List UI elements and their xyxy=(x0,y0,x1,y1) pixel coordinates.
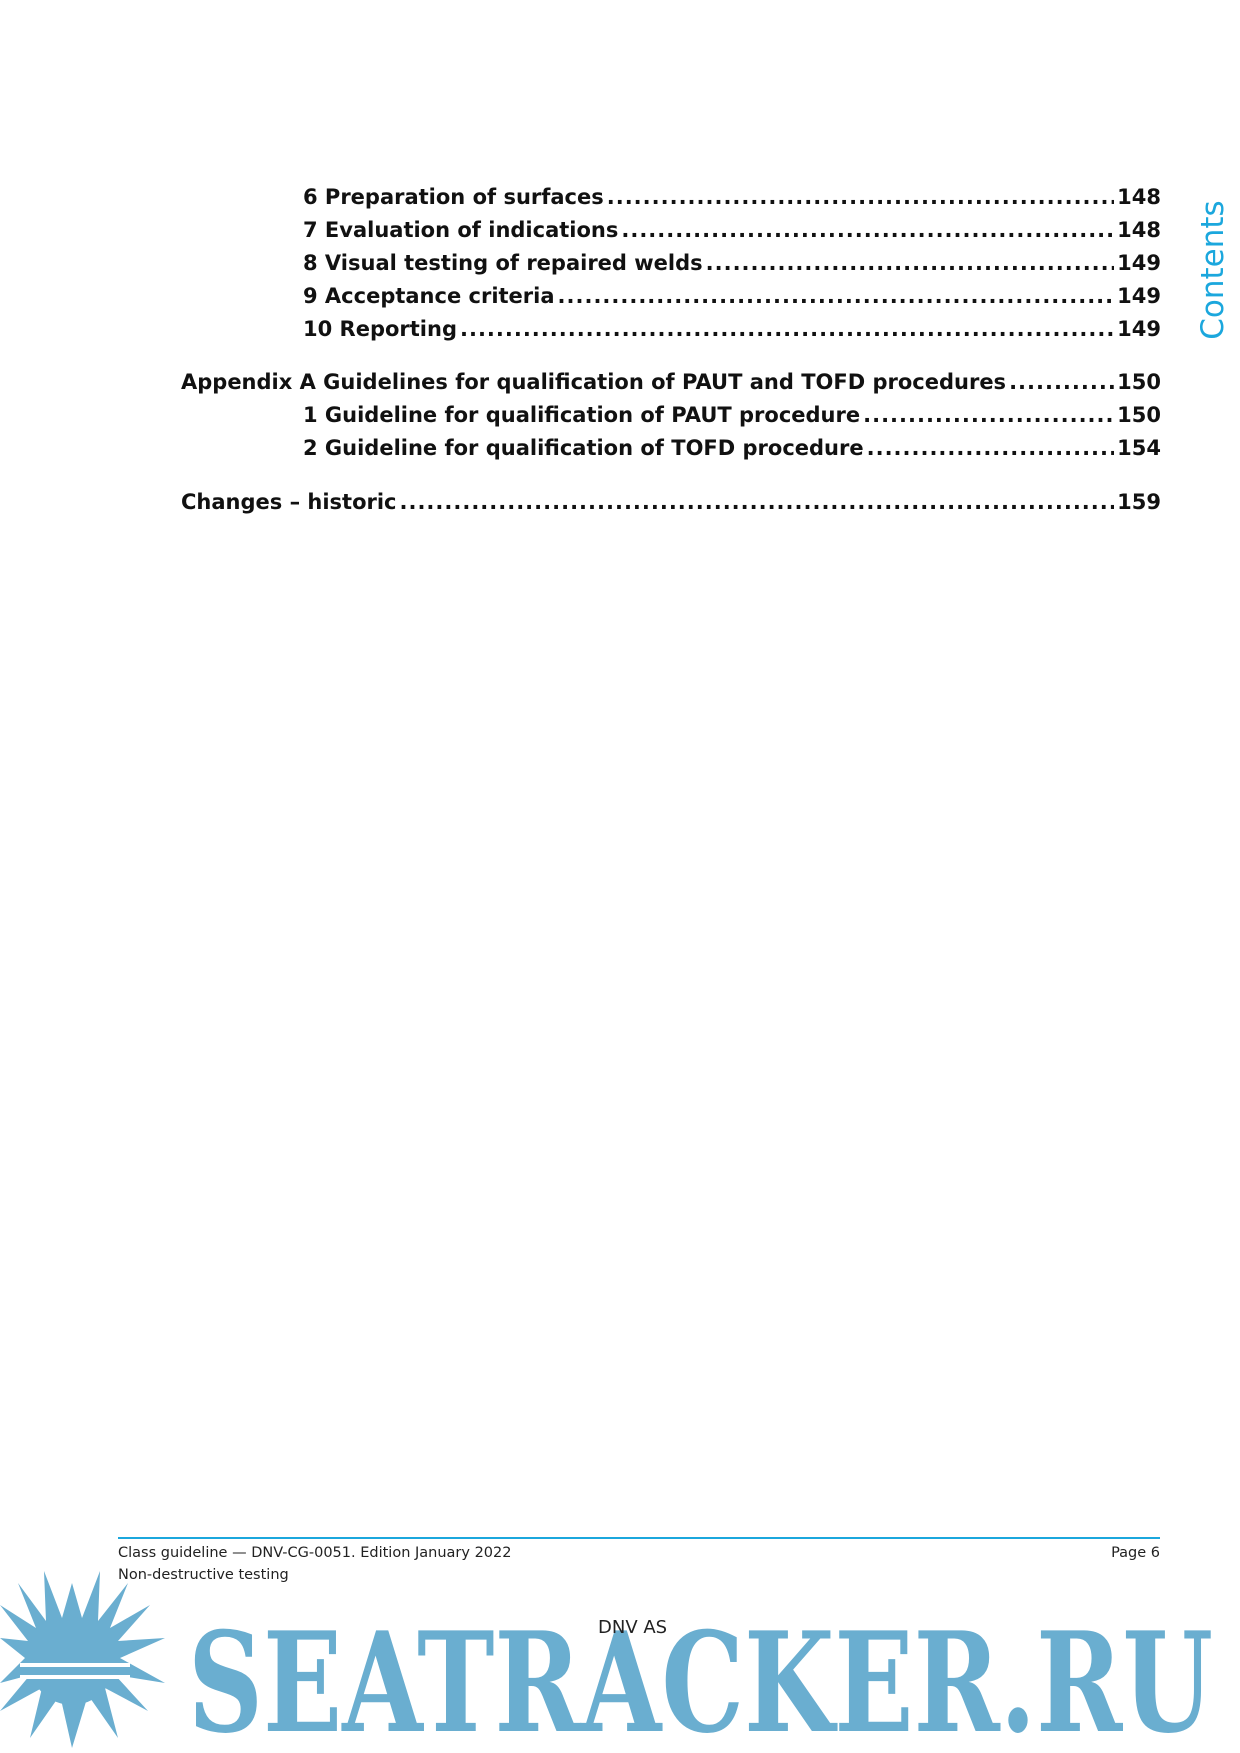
toc-leader-dots xyxy=(1009,370,1114,394)
contents-side-tab-label: Contents xyxy=(1195,200,1231,340)
toc-entry[interactable] xyxy=(303,284,1161,308)
toc-entry-page: 149 xyxy=(1117,317,1161,341)
toc-entry-changes[interactable] xyxy=(181,490,1161,514)
toc-entry-label: 1 Guideline for qualification of PAUT procedure xyxy=(303,403,861,427)
toc-entry-page: 150 xyxy=(1117,370,1161,394)
toc-leader-dots xyxy=(607,185,1114,209)
toc-leader-dots xyxy=(460,317,1114,341)
footer-page-number: Page 6 xyxy=(1111,1545,1160,1561)
toc-leader-dots xyxy=(863,403,1114,427)
toc-entry-label: 2 Guideline for qualification of TOFD procedure xyxy=(303,436,864,460)
toc-entry-page: 154 xyxy=(1117,436,1161,460)
toc-entry[interactable] xyxy=(303,185,1161,209)
contents-side-tab[interactable] xyxy=(1193,195,1233,345)
toc-entry-page: 149 xyxy=(1117,251,1161,275)
toc-entry-page: 149 xyxy=(1117,284,1161,308)
toc-entry-label: Changes – historic xyxy=(181,490,397,514)
toc-entry[interactable] xyxy=(303,436,1161,460)
toc-entry[interactable] xyxy=(303,251,1161,275)
toc-entry-page: 148 xyxy=(1117,218,1161,242)
toc-entry-label: 7 Evaluation of indications xyxy=(303,218,619,242)
toc-leader-dots xyxy=(621,218,1114,242)
toc-entry-page: 159 xyxy=(1117,490,1161,514)
toc-entry-page: 148 xyxy=(1117,185,1161,209)
watermark xyxy=(0,1563,1240,1753)
footer-organization: DNV AS xyxy=(598,1617,668,1638)
footer-document-subtitle: Non-destructive testing xyxy=(118,1567,289,1583)
toc-entry-label: 9 Acceptance criteria xyxy=(303,284,555,308)
toc-entry-label: Appendix A Guidelines for qualification of PAUT and TOFD procedures xyxy=(181,370,1007,394)
toc-leader-dots xyxy=(400,490,1115,514)
toc-entry[interactable] xyxy=(303,403,1161,427)
footer-document-title: Class guideline — DNV-CG-0051. Edition January 2022 xyxy=(118,1545,512,1561)
watermark-text: SEATRACKER.RU xyxy=(188,1601,1213,1753)
footer-divider xyxy=(118,1537,1160,1539)
toc-entry-appendix[interactable] xyxy=(181,370,1161,394)
toc-entry-page: 150 xyxy=(1117,403,1161,427)
toc-entry[interactable] xyxy=(303,218,1161,242)
toc-entry-label: 10 Reporting xyxy=(303,317,457,341)
toc-entry-label: 6 Preparation of surfaces xyxy=(303,185,604,209)
sun-burst-icon xyxy=(0,1571,165,1748)
toc-entry[interactable] xyxy=(303,317,1161,341)
toc-leader-dots xyxy=(706,251,1115,275)
toc-leader-dots xyxy=(558,284,1115,308)
toc-entry-label: 8 Visual testing of repaired welds xyxy=(303,251,703,275)
toc-leader-dots xyxy=(867,436,1115,460)
